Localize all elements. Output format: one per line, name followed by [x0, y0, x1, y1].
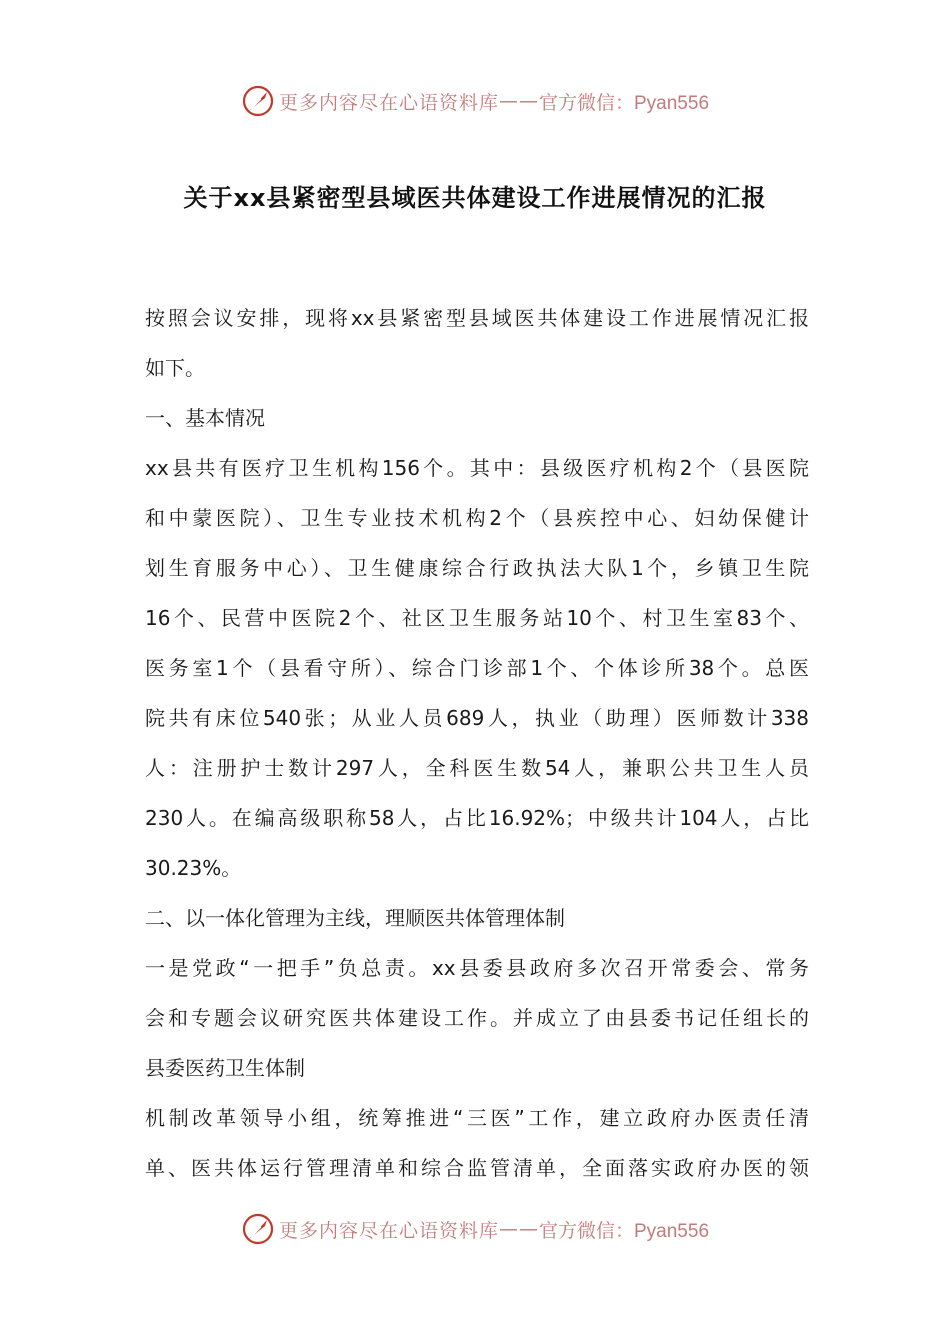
paragraph-line: 机制改革领导小组，统筹推进“三医”工作，建立政府办医责任清	[145, 1106, 809, 1130]
watermark-dash: ——	[499, 1218, 539, 1240]
paragraph-line: 和中蒙医院）、卫生专业技术机构2个（县疾控中心、妇幼保健计	[145, 506, 809, 530]
section-heading: 一、基本情况	[145, 406, 265, 430]
document-body	[145, 296, 809, 1196]
quill-pen-icon	[241, 1212, 275, 1246]
quill-pen-icon	[241, 84, 275, 118]
paragraph-line: 院共有床位540张；从业人员689人，执业（助理）医师数计338	[145, 706, 809, 730]
document-title: 关于xx县紧密型县域医共体建设工作进展情况的汇报	[183, 184, 767, 212]
header-watermark	[0, 84, 950, 118]
paragraph-line: 16个、民营中医院2个、社区卫生服务站10个、村卫生室83个、	[145, 606, 809, 630]
section-heading: 二、以一体化管理为主线，理顺医共体管理体制	[145, 906, 565, 930]
footer-watermark	[0, 1212, 950, 1246]
paragraph-line: xx县共有医疗卫生机构156个。其中：县级医疗机构2个（县医院	[145, 456, 809, 480]
paragraph-line: 230人。在编高级职称58人，占比16.92%；中级共计104人，占比	[145, 806, 809, 830]
paragraph-line: 人：注册护士数计297人，全科医生数54人，兼职公共卫生人员	[145, 756, 809, 780]
watermark-text: 更多内容尽在心语资料库	[278, 1219, 499, 1242]
watermark-contact: 官方微信：Pyan556	[539, 92, 710, 114]
paragraph-line: 会和专题会议研究医共体建设工作。并成立了由县委书记任组长的	[145, 1006, 809, 1030]
paragraph-line: 医务室1个（县看守所）、综合门诊部1个、个体诊所38个。总医	[145, 656, 809, 680]
paragraph-line: 按照会议安排，现将xx县紧密型县域医共体建设工作进展情况汇报	[145, 306, 809, 330]
watermark-dash: ——	[499, 90, 539, 112]
paragraph-line: 如下。	[145, 356, 205, 380]
paragraph-line: 县委医药卫生体制	[145, 1056, 305, 1080]
paragraph-line: 划生育服务中心）、卫生健康综合行政执法大队1个，乡镇卫生院	[145, 556, 809, 580]
watermark-text: 更多内容尽在心语资料库	[278, 91, 499, 114]
paragraph-line: 一是党政“一把手”负总责。xx县委县政府多次召开常委会、常务	[145, 956, 809, 980]
paragraph-line: 单、医共体运行管理清单和综合监管清单，全面落实政府办医的领	[145, 1156, 809, 1180]
paragraph-line: 30.23%。	[145, 856, 242, 880]
watermark-contact: 官方微信：Pyan556	[539, 1220, 710, 1242]
